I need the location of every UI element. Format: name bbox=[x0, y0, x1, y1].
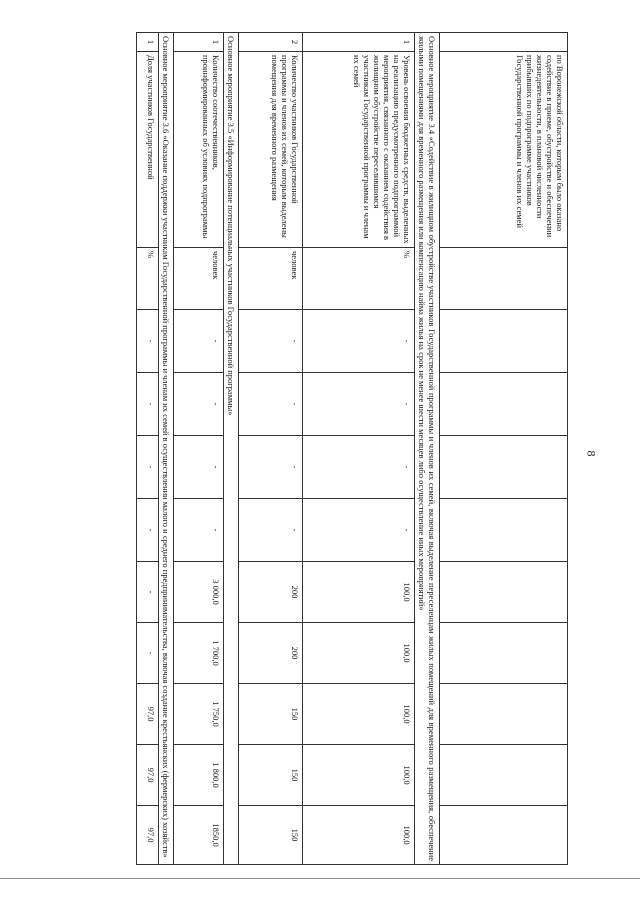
section-header-row bbox=[415, 33, 440, 865]
value-cell: 1850,0 bbox=[174, 806, 224, 865]
value-cell: 100,0 bbox=[303, 745, 415, 806]
section-header: Основное мероприятие 3.4 «Содействие в жилищном обустройстве участников Государственной программы и членов их семей, включая выделение переселенцам жилых помещений для временного размещения, обеспечение жилыми помещениями для временного размещения или компенсацию найма жилья на срок не менее шести месяцев либо осуществление иных мероприятий» bbox=[415, 33, 440, 865]
value-cell: 150 bbox=[239, 806, 303, 865]
value-cell: 1 750,0 bbox=[174, 684, 224, 745]
table-row bbox=[239, 33, 303, 865]
value-cell: 97,0 bbox=[137, 684, 159, 745]
value-cell: - bbox=[239, 436, 303, 499]
value-cell: 150 bbox=[239, 684, 303, 745]
section-header: Основное мероприятие 3.5 «Информирование потенциальных участников Государственной программы» bbox=[224, 33, 239, 865]
value-cell: - bbox=[239, 373, 303, 436]
num-cell bbox=[440, 33, 568, 52]
value-cell: 97,0 bbox=[137, 806, 159, 865]
table-row bbox=[440, 33, 568, 865]
indicator-cell: Доля участников Государственной bbox=[137, 52, 159, 248]
value-cell: 1 800,0 bbox=[174, 745, 224, 806]
value-cell: 100,0 bbox=[303, 623, 415, 684]
value-cell: 150 bbox=[239, 745, 303, 806]
value-cell: - bbox=[137, 373, 159, 436]
value-cell: 100,0 bbox=[303, 806, 415, 865]
value-cell: - bbox=[303, 436, 415, 499]
value-cell: - bbox=[174, 499, 224, 562]
unit-cell: % bbox=[137, 248, 159, 310]
value-cell: 200 bbox=[239, 562, 303, 623]
value-cell: - bbox=[137, 623, 159, 684]
page-number: 8 bbox=[584, 450, 599, 457]
num-cell: 1 bbox=[174, 33, 224, 52]
num-cell: 1 bbox=[137, 33, 159, 52]
scan-edge-line bbox=[0, 878, 640, 879]
unit-cell: человек bbox=[174, 248, 224, 310]
value-cell: - bbox=[303, 499, 415, 562]
value-cell: 97,0 bbox=[137, 745, 159, 806]
section-header-row bbox=[159, 33, 174, 865]
value-cell: - bbox=[137, 310, 159, 373]
value-cell: - bbox=[239, 310, 303, 373]
value-cell: 100,0 bbox=[303, 562, 415, 623]
table-row bbox=[303, 33, 415, 865]
value-cell: 3 000,0 bbox=[174, 562, 224, 623]
value-cell: - bbox=[174, 436, 224, 499]
indicator-cell: Количество участников Государственной программы и членов их семей, которым выделены помещения для временного размещения bbox=[239, 52, 303, 248]
num-cell: 2 bbox=[239, 33, 303, 52]
value-cell: 200 bbox=[239, 623, 303, 684]
indicator-cell: по Воронежской области, которым было оказано содействие в приеме, обустройстве и обеспечении жизнедеятельности, в плановой численности прибывших по подпрограмме участников Государственной программы и членов их семей bbox=[440, 52, 568, 248]
value-cell: - bbox=[303, 310, 415, 373]
value-cell: - bbox=[174, 373, 224, 436]
num-cell: 1 bbox=[303, 33, 415, 52]
value-cell: - bbox=[137, 562, 159, 623]
unit-cell: % bbox=[303, 248, 415, 310]
table-row bbox=[137, 33, 159, 865]
indicators-table bbox=[136, 32, 568, 865]
indicator-cell: Количество соотечественников, проинформированных об условиях подпрограммы bbox=[174, 52, 224, 248]
unit-cell: человек bbox=[239, 248, 303, 310]
value-cell: 1 700,0 bbox=[174, 623, 224, 684]
value-cell: - bbox=[137, 499, 159, 562]
value-cell: - bbox=[137, 436, 159, 499]
table-row bbox=[174, 33, 224, 865]
value-cell: - bbox=[174, 310, 224, 373]
section-header: Основное мероприятие 3.6 «Оказание поддержки участникам Государственной программы и членам их семей в осуществлении малого и среднего предпринимательства, включая создание крестьянских (фермерских) хозяйств» bbox=[159, 33, 174, 865]
value-cell: - bbox=[303, 373, 415, 436]
indicator-cell: Уровень освоения бюджетных средств, выделенных на реализацию предусмотренного подпрограммой мероприятия, связанного с оказанием содействия в жилищном обустройстве переселившимся участникам Государственной программы и членам их семей bbox=[303, 52, 415, 248]
value-cell: 100,0 bbox=[303, 684, 415, 745]
value-cell: - bbox=[239, 499, 303, 562]
section-header-row bbox=[224, 33, 239, 865]
